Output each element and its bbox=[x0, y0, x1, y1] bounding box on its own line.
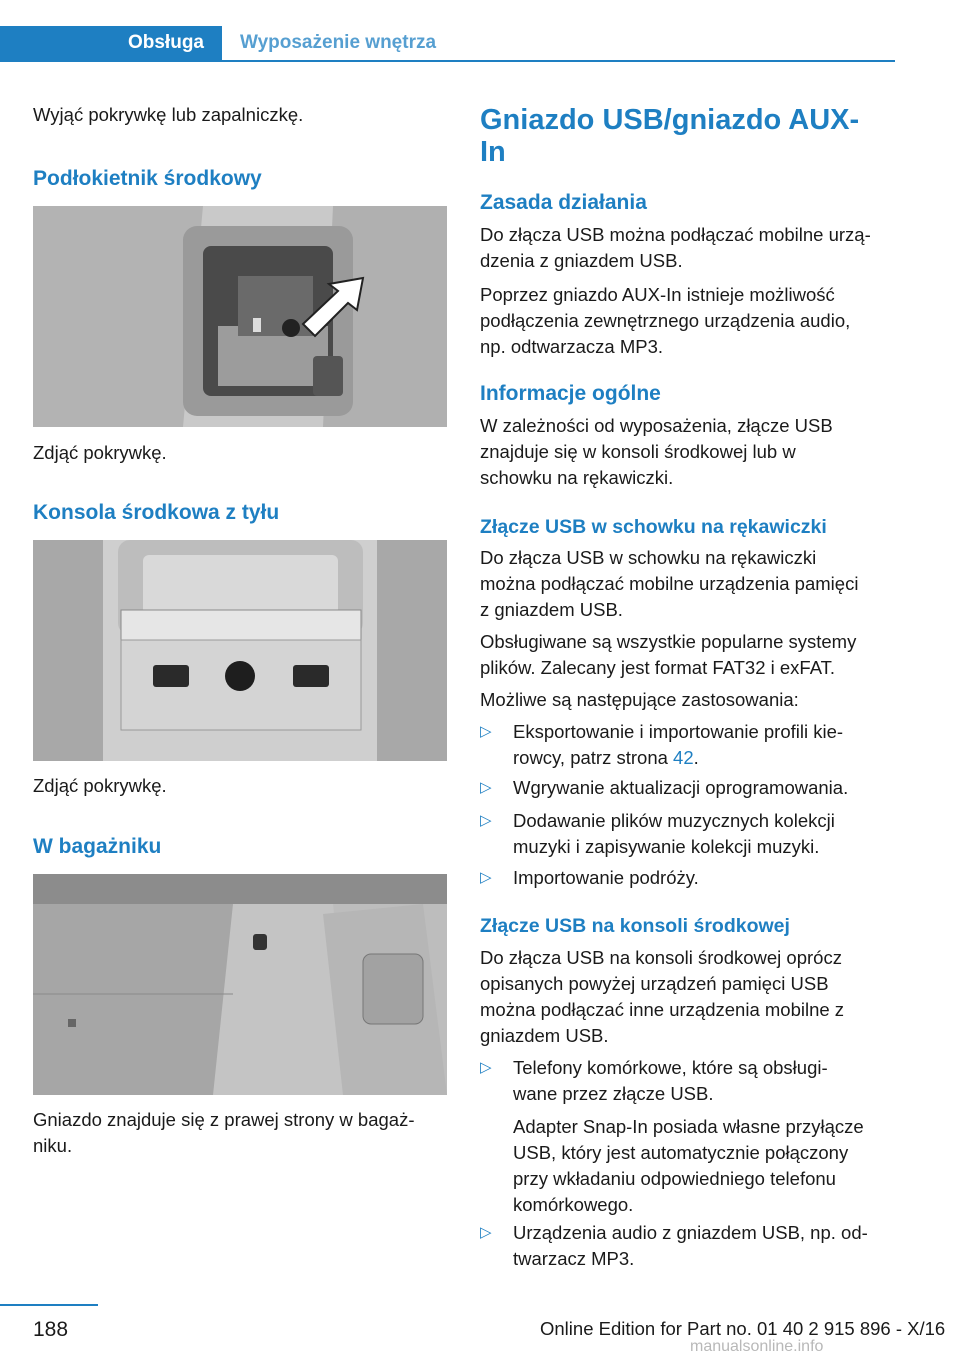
bullet-6-line-2: twarzacz MP3. bbox=[513, 1248, 635, 1269]
tab-obsluga[interactable]: Obsługa bbox=[0, 26, 222, 60]
armrest-illustration bbox=[33, 206, 447, 427]
p1-line-1: Do złącza USB można podłączać mobilne urzą‐ bbox=[480, 224, 871, 245]
p2-line-2: podłączenia zewnętrznego urządzenia audio, bbox=[480, 310, 851, 331]
p2-line-3: np. odtwarzacza MP3. bbox=[480, 336, 664, 357]
p3-line-3: schowku na rękawiczki. bbox=[480, 467, 674, 488]
bullet-5-sub-line-3: przy wkładaniu odpowiedniego telefonu bbox=[513, 1168, 836, 1189]
bullet-1-line-1: Eksportowanie i importowanie profili kie‐ bbox=[513, 721, 844, 742]
triangle-bullet-icon: ▷ bbox=[480, 1224, 492, 1241]
bullet-5-line-1: Telefony komórkowe, które są obsługi‐ bbox=[513, 1057, 828, 1078]
title-line-1: Gniazdo USB/gniazdo AUX- bbox=[480, 104, 860, 136]
trunk-photo bbox=[33, 874, 447, 1095]
watermark: manualsonline.info bbox=[690, 1338, 824, 1355]
triangle-bullet-icon: ▷ bbox=[480, 723, 492, 740]
p7-line-3: można podłączać inne urządzenia mobilne z bbox=[480, 999, 845, 1020]
list-item bbox=[480, 808, 895, 860]
heading-trunk: W bagażniku bbox=[33, 835, 162, 858]
bullet-2-text: Wgrywanie aktualizacji oprogramowania. bbox=[513, 777, 849, 798]
footer-divider bbox=[0, 1304, 98, 1306]
p5-line-1: Obsługiwane są wszystkie popularne systemy bbox=[480, 631, 857, 652]
heading-rear-console: Konsola środkowa z tyłu bbox=[33, 501, 280, 524]
triangle-bullet-icon: ▷ bbox=[480, 869, 492, 886]
edition-text: Online Edition for Part no. 01 40 2 915 896 - X/16 bbox=[540, 1318, 946, 1339]
bullet-6-line-1: Urządzenia audio z gniazdem USB, np. od‐ bbox=[513, 1222, 868, 1243]
p7-line-2: opisanych powyżej urządzeń pamięci USB bbox=[480, 973, 829, 994]
armrest-photo bbox=[33, 206, 447, 427]
triangle-bullet-icon: ▷ bbox=[480, 1059, 492, 1076]
p1-line-2: dzenia z gniazdem USB. bbox=[480, 250, 683, 271]
bullet-1-text: rowcy, patrz strona bbox=[513, 747, 674, 768]
title-line-2: In bbox=[480, 136, 506, 168]
p3-line-2: znajduje się w konsoli środkowej lub w bbox=[480, 441, 796, 462]
bullet-4-text: Importowanie podróży. bbox=[513, 867, 699, 888]
caption-rear-console: Zdjąć pokrywkę. bbox=[33, 775, 167, 796]
list-item bbox=[480, 865, 895, 891]
p3-line-1: W zależności od wyposażenia, złącze USB bbox=[480, 415, 833, 436]
p4-line-2: można podłączać mobilne urządzenia pamięci bbox=[480, 573, 859, 594]
triangle-bullet-icon: ▷ bbox=[480, 812, 492, 829]
bullet-5-sub-line-4: komórkowego. bbox=[513, 1194, 634, 1215]
p7-line-4: gniazdem USB. bbox=[480, 1025, 609, 1046]
caption-trunk-2: niku. bbox=[33, 1135, 73, 1156]
page-link-42[interactable]: 42 bbox=[673, 747, 694, 768]
bullet-5-sub-line-1: Adapter Snap-In posiada własne przyłącze bbox=[513, 1116, 864, 1137]
intro-text: Wyjąć pokrywkę lub zapalniczkę. bbox=[33, 104, 304, 125]
p4-line-1: Do złącza USB w schowku na rękawiczki bbox=[480, 547, 817, 568]
p5-line-2: plików. Zalecany jest format FAT32 i exFAT. bbox=[480, 657, 836, 678]
caption-armrest: Zdjąć pokrywkę. bbox=[33, 442, 167, 463]
bullet-5-sub-line-2: USB, który jest automatycznie połączony bbox=[513, 1142, 849, 1163]
bullet-5-line-2: wane przez złącze USB. bbox=[513, 1083, 714, 1104]
list-item bbox=[480, 1220, 895, 1272]
header-divider bbox=[0, 60, 895, 62]
heading-glovebox: Złącze USB w schowku na rękawiczki bbox=[480, 516, 827, 538]
bullet-1-period: . bbox=[693, 747, 699, 768]
p7-line-1: Do złącza USB na konsoli środkowej oprócz bbox=[480, 947, 842, 968]
caption-trunk-1: Gniazdo znajduje się z prawej strony w bagaż‐ bbox=[33, 1109, 415, 1130]
heading-general: Informacje ogólne bbox=[480, 382, 661, 405]
p4-line-3: z gniazdem USB. bbox=[480, 599, 623, 620]
rear-console-illustration bbox=[33, 540, 447, 761]
heading-principle: Zasada działania bbox=[480, 191, 647, 214]
bullet-1-line-2 bbox=[513, 745, 895, 771]
list-item bbox=[480, 775, 895, 801]
trunk-illustration bbox=[33, 874, 447, 1095]
list-item bbox=[480, 719, 895, 771]
rear-console-photo bbox=[33, 540, 447, 761]
page-number: 188 bbox=[33, 1318, 69, 1341]
heading-console: Złącze USB na konsoli środkowej bbox=[480, 915, 790, 937]
bullet-3-line-2: muzyki i zapisywanie kolekcji muzyki. bbox=[513, 836, 820, 857]
triangle-bullet-icon: ▷ bbox=[480, 779, 492, 796]
p6-text: Możliwe są następujące zastosowania: bbox=[480, 689, 799, 710]
tab-wyposazenie-wnetrza[interactable]: Wyposażenie wnętrza bbox=[240, 32, 437, 53]
p2-line-1: Poprzez gniazdo AUX-In istnieje możliwość bbox=[480, 284, 835, 305]
list-item bbox=[480, 1055, 895, 1215]
heading-armrest: Podłokietnik środkowy bbox=[33, 167, 262, 190]
bullet-3-line-1: Dodawanie plików muzycznych kolekcji bbox=[513, 810, 835, 831]
page-header bbox=[0, 0, 960, 62]
